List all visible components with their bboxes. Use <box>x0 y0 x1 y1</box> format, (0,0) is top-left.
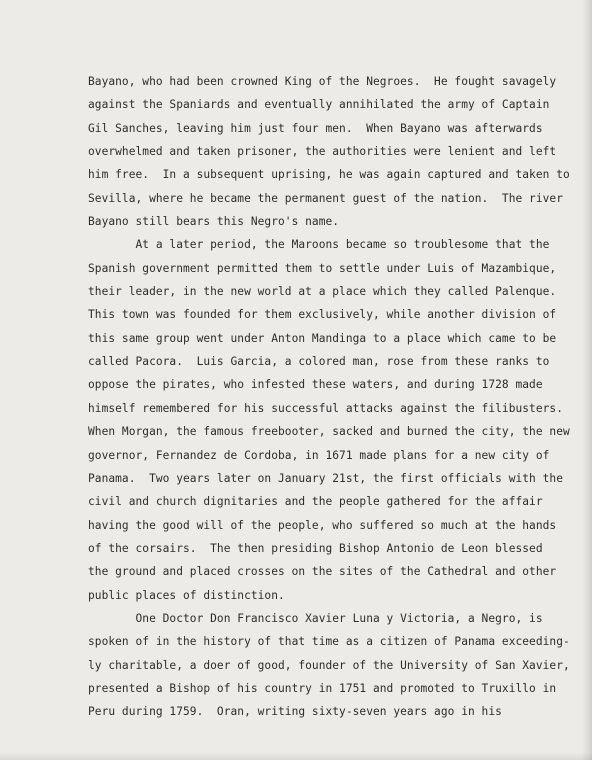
text-line: this same group went under Anton Mandinga to a place which came to be <box>88 331 557 345</box>
text-line: This town was founded for them exclusively, while another division of <box>88 308 557 322</box>
text-line: Gil Sanches, leaving him just four men. When Bayano was afterwards <box>88 121 543 135</box>
text-line: overwhelmed and taken prisoner, the authorities were lenient and left <box>88 145 557 159</box>
text-line: Sevilla, where he became the permanent guest of the nation. The river <box>88 191 563 205</box>
text-line: Peru during 1759. Oran, writing sixty-seven years ago in his <box>88 705 502 719</box>
paragraph-start-line: At a later period, the Maroons became so troublesome that the <box>88 238 550 252</box>
text-line: against the Spaniards and eventually annihilated the army of Captain <box>88 98 550 112</box>
text-line: oppose the pirates, who infested these waters, and during 1728 made <box>88 378 543 392</box>
text-line: When Morgan, the famous freebooter, sacked and burned the city, the new <box>88 425 570 439</box>
text-line: Spanish government permitted them to settle under Luis of Mazambique, <box>88 261 557 275</box>
text-line: civil and church dignitaries and the people gathered for the affair <box>88 495 543 509</box>
text-line: presented a Bishop of his country in 1751 and promoted to Truxillo in <box>88 681 557 695</box>
typewritten-text <box>88 70 574 724</box>
text-line: of the corsairs. The then presiding Bishop Antonio de Leon blessed <box>88 541 543 555</box>
text-line: spoken of in the history of that time as a citizen of Panama exceeding- <box>88 635 570 649</box>
text-line: ly charitable, a doer of good, founder of the University of San Xavier, <box>88 658 570 672</box>
text-line: himself remembered for his successful attacks against the filibusters. <box>88 401 563 415</box>
text-line: Bayano still bears this Negro's name. <box>88 215 340 229</box>
text-line: him free. In a subsequent uprising, he was again captured and taken to <box>88 168 570 182</box>
paragraph-start-line: One Doctor Don Francisco Xavier Luna y Victoria, a Negro, is <box>88 611 543 625</box>
text-line: public places of distinction. <box>88 588 285 602</box>
page-bottom-shadow <box>0 752 592 760</box>
text-line: the ground and placed crosses on the sites of the Cathedral and other <box>88 565 557 579</box>
page-edge-shadow <box>582 0 592 760</box>
text-line: called Pacora. Luis Garcia, a colored man, rose from these ranks to <box>88 355 550 369</box>
text-line: governor, Fernandez de Cordoba, in 1671 made plans for a new city of <box>88 448 550 462</box>
text-line: Bayano, who had been crowned King of the Negroes. He fought savagely <box>88 75 557 88</box>
text-line: Panama. Two years later on January 21st, the first officials with the <box>88 471 563 485</box>
text-line: having the good will of the people, who suffered so much at the hands <box>88 518 557 532</box>
text-line: their leader, in the new world at a place which they called Palenque. <box>88 285 557 299</box>
